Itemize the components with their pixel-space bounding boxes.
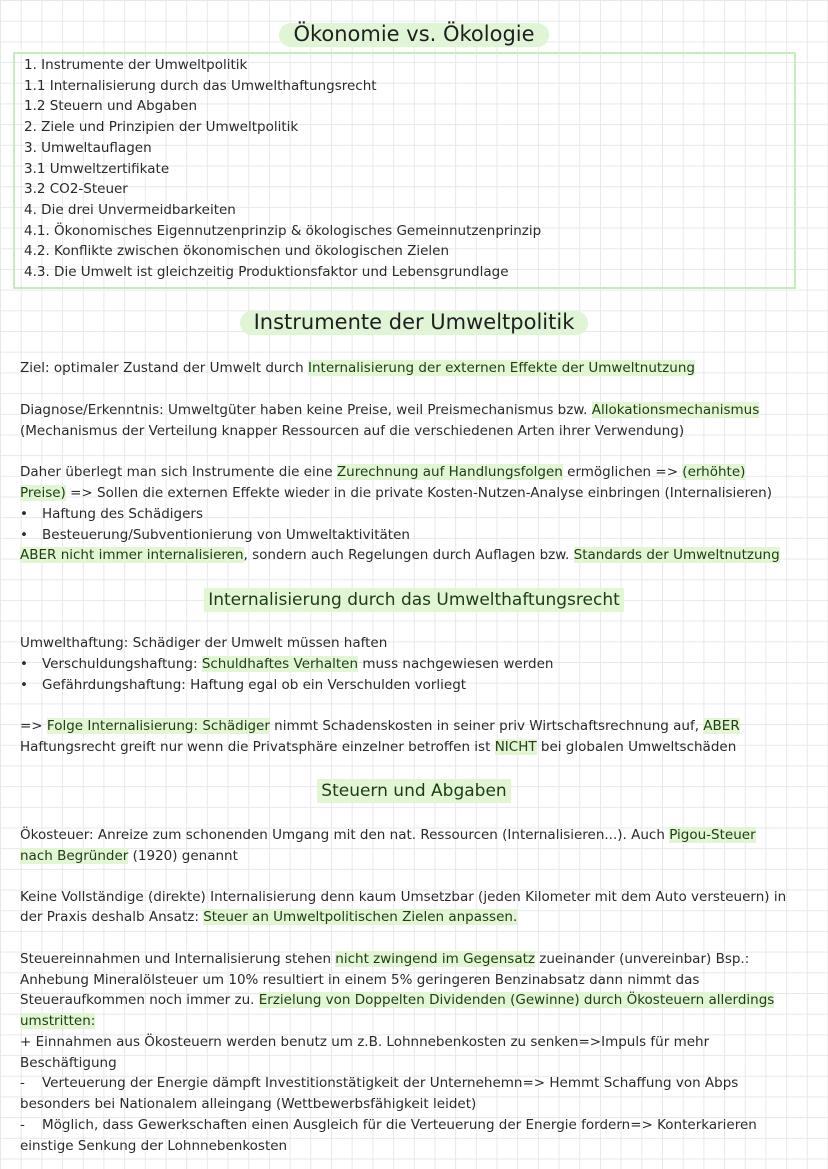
list-item-minus: - Verteuerung der Energie dämpft Investitionstätigkeit der Unternehemn=> Hemmt Schaffung von Abps xyxy=(20,1075,739,1091)
list-item-minus-cont: einstige Senkung der Lohnnebenkosten xyxy=(20,1138,288,1154)
table-of-contents xyxy=(13,52,796,289)
toc-item: 3. Umweltauflagen xyxy=(24,139,152,156)
paragraph-daher: Daher überlegt man sich Instrumente die eine Zurechnung auf Handlungsfolgen ermöglichen => (erhöhte) xyxy=(20,464,746,480)
list-item-plus: + Einnahmen aus Ökosteuern werden benutz um z.B. Lohnnebenkosten zu senken=>Impuls für mehr xyxy=(20,1034,710,1050)
list-item-minus: - Möglich, dass Gewerkschaften einen Ausgleich für die Verteuerung der Energie fordern=> Konterkarieren xyxy=(20,1117,757,1133)
list-item: • Verschuldungshaftung: Schuldhaftes Verhalten muss nachgewiesen werden xyxy=(20,654,553,675)
paragraph-umwelthaftung: Umwelthaftung: Schädiger der Umwelt müssen haften xyxy=(20,635,388,651)
paragraph-folge-cont: Haftungsrecht greift nur wenn die Privatsphäre einzelner betroffen ist NICHT bei globalen Umweltschäden xyxy=(20,739,737,755)
paragraph-oekosteuer: Ökosteuer: Anreize zum schonenden Umgang mit den nat. Ressourcen (Internalisieren...). Auch Pigou-Steuer xyxy=(20,827,756,843)
paragraph-keine: Keine Vollständige (direkte) Internalisierung denn kaum Umsetzbar (jeden Kilometer mit dem Auto versteuern) in xyxy=(20,889,787,905)
paragraph-ziel: Ziel: optimaler Zustand der Umwelt durch Internalisierung der externen Effekte der Umweltnutzung xyxy=(20,360,695,376)
paragraph-keine-cont: der Praxis deshalb Ansatz: Steuer an Umweltpolitischen Zielen anpassen. xyxy=(20,909,518,925)
page-title: Ökonomie vs. Ökologie xyxy=(0,22,828,46)
section-heading-steuern: Steuern und Abgaben xyxy=(0,781,828,801)
list-item: • Gefährdungshaftung: Haftung egal ob ein Verschulden vorliegt xyxy=(20,675,466,696)
paragraph-steuereinnahmen: Steuereinnahmen und Internalisierung stehen nicht zwingend im Gegensatz zueinander (unvereinbar) Bsp.: xyxy=(20,951,750,967)
bullet-icon: • xyxy=(20,656,28,672)
toc-item: 4.3. Die Umwelt ist gleichzeitig Produktionsfaktor und Lebensgrundlage xyxy=(24,264,509,280)
paragraph-daher-cont: Preise) => Sollen die externen Effekte wieder in die private Kosten-Nutzen-Analyse einbringen (Internalisieren) xyxy=(20,485,772,501)
bullet-icon: • xyxy=(20,677,28,693)
toc-item: 3.1 Umweltzertifikate xyxy=(24,160,170,177)
paragraph-diagnose: Diagnose/Erkenntnis: Umweltgüter haben keine Preise, weil Preismechanismus bzw. Allokationsmechanismus xyxy=(20,402,760,418)
toc-item: 1.2 Steuern und Abgaben xyxy=(24,98,198,115)
toc-item: 2. Ziele und Prinzipien der Umweltpolitik xyxy=(24,119,299,136)
paragraph-steuereinnahmen-4: umstritten: xyxy=(20,1013,96,1029)
list-item-minus-cont: besonders bei Nationalem alleingang (Wettbewerbsfähigkeit leidet) xyxy=(20,1096,477,1112)
paragraph-steuereinnahmen-2: Anhebung Mineralölsteuer um 10% resultiert in einem 5% geringeren Benzinabsatz dann nimmt das xyxy=(20,972,700,988)
list-item: • Besteuerung/Subventionierung von Umweltaktivitäten xyxy=(20,525,410,546)
toc-item: 4. Die drei Unvermeidbarkeiten xyxy=(24,201,236,218)
toc-item: 4.1. Ökonomisches Eigennutzenprinzip & ökologisches Gemeinnutzenprinzip xyxy=(24,222,542,239)
toc-item: 1. Instrumente der Umweltpolitik xyxy=(24,57,248,73)
toc-item: 4.2. Konflikte zwischen ökonomischen und ökologischen Zielen xyxy=(24,243,450,260)
list-item-plus-cont: Beschäftigung xyxy=(20,1055,117,1071)
paragraph-folge: => Folge Internalisierung: Schädiger nimmt Schadenskosten in seiner priv Wirtschaftsrechnung auf, ABER xyxy=(20,718,740,734)
section-heading-instrumente: Instrumente der Umweltpolitik xyxy=(0,310,828,334)
section-heading-haftungsrecht: Internalisierung durch das Umwelthaftungsrecht xyxy=(0,590,828,610)
toc-item: 1.1 Internalisierung durch das Umwelthaftungsrecht xyxy=(24,77,377,94)
paragraph-diagnose-cont: (Mechanismus der Verteilung knapper Ressourcen auf die verschiedenen Arten ihrer Verwendung) xyxy=(20,423,685,439)
paragraph-steuereinnahmen-3: Steueraufkommen noch immer zu. Erzielung von Doppelten Dividenden (Gewinne) durch Ökosteuern allerdings xyxy=(20,992,775,1008)
paragraph-aber: ABER nicht immer internalisieren, sondern auch Regelungen durch Auflagen bzw. Standards der Umweltnutzung xyxy=(20,547,780,563)
bullet-icon: • xyxy=(20,506,28,522)
paragraph-oekosteuer-cont: nach Begründer (1920) genannt xyxy=(20,848,238,864)
list-item: • Haftung des Schädigers xyxy=(20,504,203,525)
toc-item: 3.2 CO2-Steuer xyxy=(24,181,128,198)
bullet-icon: • xyxy=(20,527,28,543)
